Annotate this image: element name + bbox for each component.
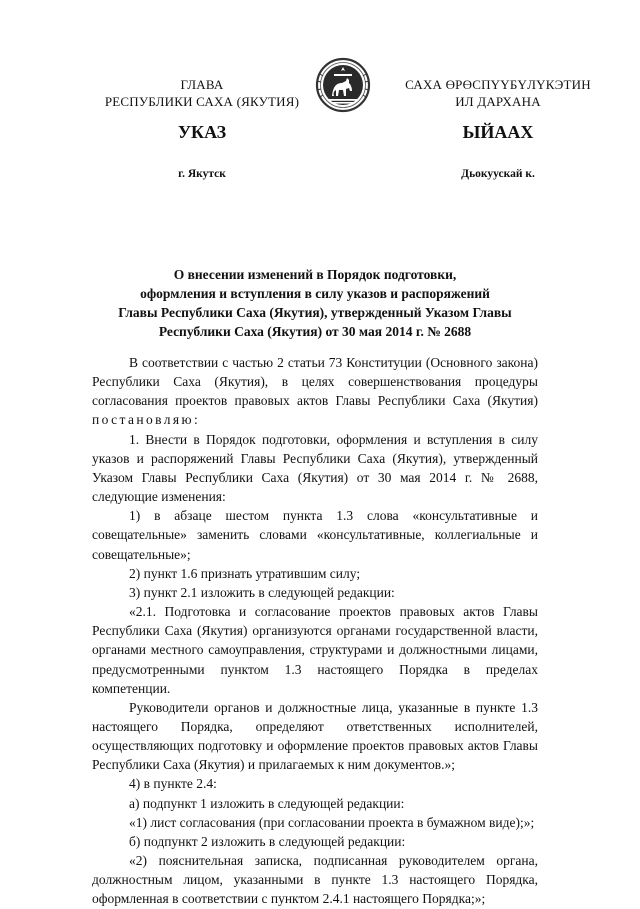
decree-title: [92, 265, 538, 341]
title-line-3: Главы Республики Саха (Якутия), утвержденный Указом Главы: [118, 305, 512, 320]
quoted-item-2-paragraph: «2) пояснительная записка, подписанная руководителем органа, должностным лицом, указанными в пункте 1.3 настоящего Порядка, оформленная в соответствии с пунктом 2.4.1 настоящего Порядка;»;: [92, 853, 538, 907]
title-line-2: оформления и вступления в силу указов и распоряжений: [140, 286, 490, 301]
item-a-paragraph: а) подпункт 1 изложить в следующей редакции:: [129, 795, 405, 811]
issuer-header-russian: [72, 76, 332, 110]
subclause-4-paragraph: 4) в пункте 2.4:: [129, 776, 217, 792]
doc-type-russian: УКАЗ: [177, 122, 227, 142]
decree-body: [92, 353, 538, 909]
preamble-text: В соответствии с частью 2 статьи 73 Конституции (Основного закона) Республики Саха (Якутия), в целях совершенствования процедуры согласования проектов правовых актов Главы Республики Саха (Якутия): [92, 355, 538, 409]
issuer-header-sakha: [364, 76, 632, 110]
doc-type-sakha: ЫЙААХ: [462, 122, 534, 142]
issuer-line-2: РЕСПУБЛИКИ САХА (ЯКУТИЯ): [104, 94, 300, 109]
preamble-paragraph: [92, 353, 538, 430]
issuer-line-1: ГЛАВА: [180, 77, 224, 92]
title-line-1: О внесении изменений в Порядок подготовки,: [173, 267, 457, 282]
subclause-2-paragraph: 2) пункт 1.6 признать утратившим силу;: [129, 565, 361, 581]
quoted-item-1-paragraph: «1) лист согласования (при согласовании проекта в бумажном виде);»;: [129, 814, 535, 830]
quoted-heads-paragraph: Руководители органов и должностные лица, указанные в пункте 1.3 настоящего Порядка, определяют ответственных исполнителей, осуществляющих подготовку и оформление проектов правовых актов Главы Республики Саха (Якутия) и прилагаемых к ним документов.»;: [92, 699, 538, 773]
subclause-3-paragraph: 3) пункт 2.1 изложить в следующей редакции:: [129, 584, 395, 600]
decree-verb: постановляю:: [92, 412, 201, 428]
coat-of-arms-icon: [315, 56, 371, 114]
issuer-sakha-line-2: ИЛ ДАРХАНА: [455, 94, 541, 109]
clause-1-paragraph: 1. Внести в Порядок подготовки, оформления и вступления в силу указов и распоряжений Главы Республики Саха (Якутия), утвержденный Указом Главы Республики Саха (Якутия) от 30 мая 2014 г. № 2688, следующие изменения:: [92, 431, 538, 505]
quoted-2-1-paragraph: «2.1. Подготовка и согласование проектов правовых актов Главы Республики Саха (Якутия) организуются органами государственной власти, органами местного самоуправления, структурами и должностными лицами, предусмотренными пунктом 1.3 настоящего Порядка в пределах компетенции.: [92, 604, 538, 696]
city-sakha: Дьокуускай к.: [461, 168, 535, 180]
item-b-paragraph: б) подпункт 2 изложить в следующей редакции:: [129, 833, 406, 849]
issuer-sakha-line-1: САХА ӨРӨСПҮҮБҮЛҮКЭТИН: [405, 77, 591, 92]
title-line-4: Республики Саха (Якутия) от 30 мая 2014 г. № 2688: [158, 324, 472, 339]
city-russian: г. Якутск: [178, 168, 226, 180]
coat-of-arms-emblem: [315, 56, 371, 114]
subclause-1-paragraph: 1) в абзаце шестом пункта 1.3 слова «консультативные и совещательные» заменить словами «консультативные, коллегиальные и совещательные»;: [92, 508, 538, 562]
